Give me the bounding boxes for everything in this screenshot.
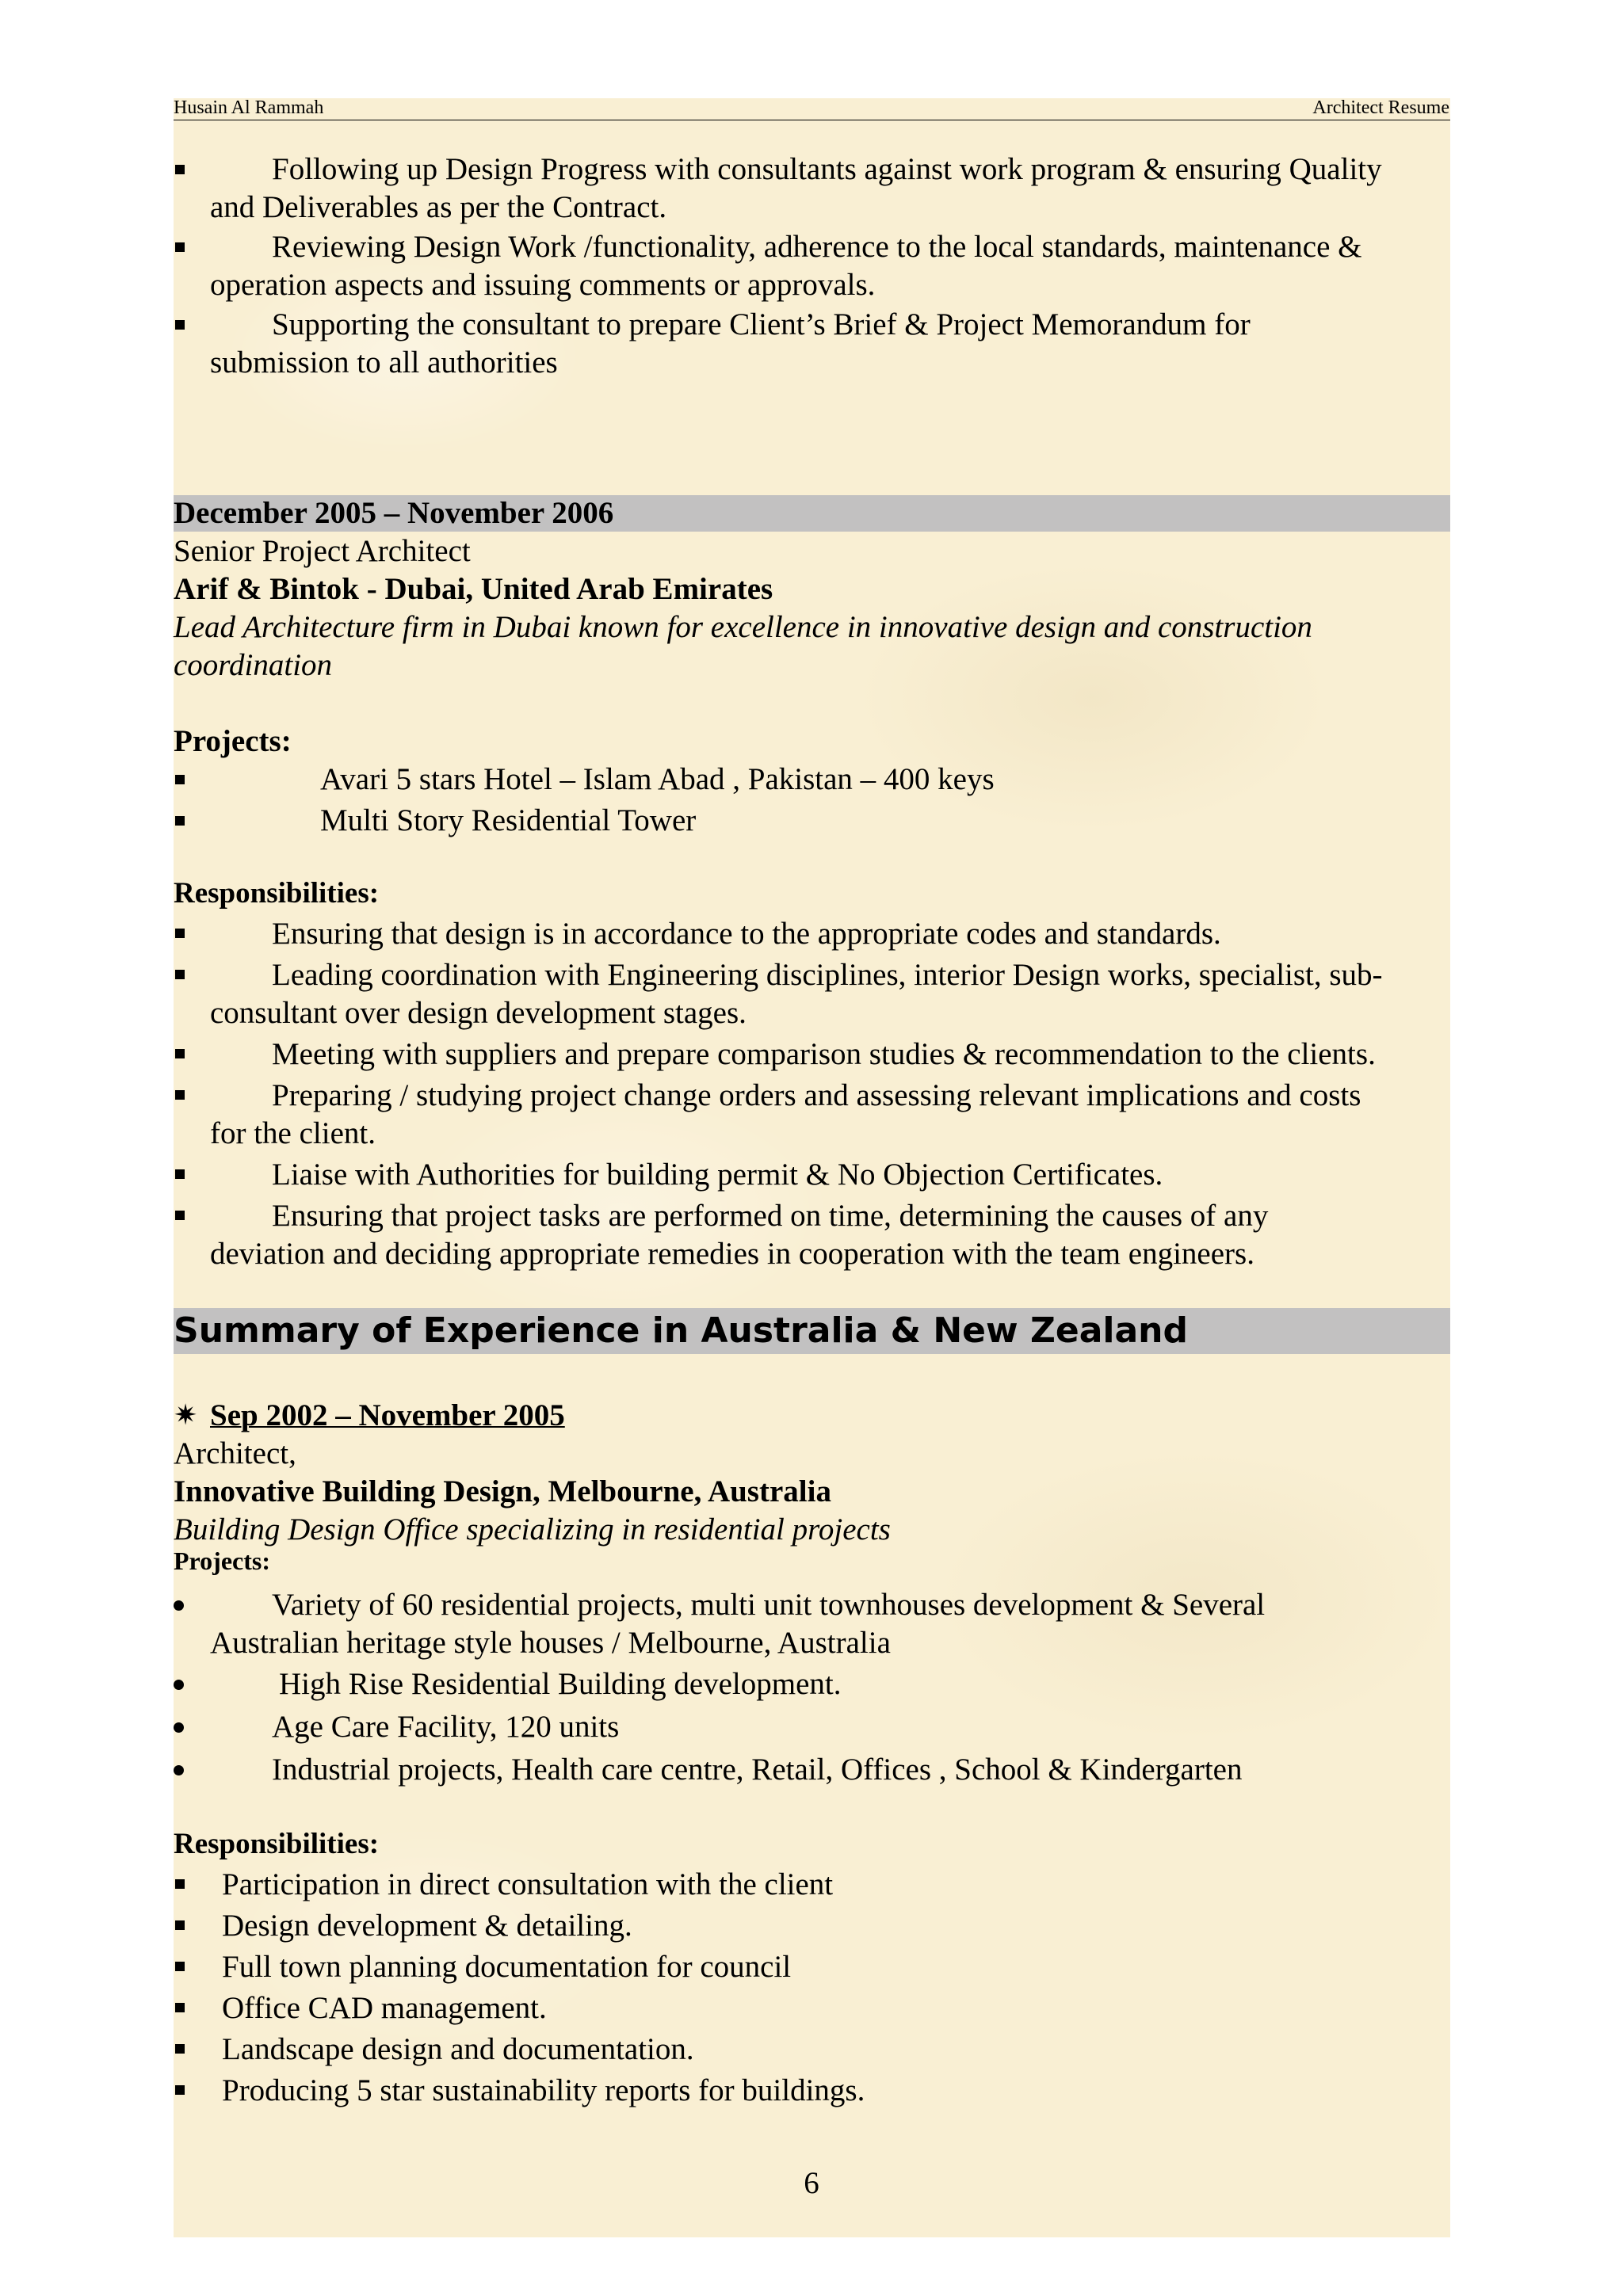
projects-label: Projects: — [174, 1547, 270, 1575]
bullet-square — [175, 1920, 185, 1930]
header-document-title: Architect Resume — [1312, 97, 1449, 118]
responsibility-item: Leading coordination with Engineering disciplines, interior Design works, specialist, sub- — [272, 958, 1383, 992]
project-item-continuation: Australian heritage style houses / Melbourne, Australia — [210, 1626, 891, 1660]
bullet-square — [175, 242, 185, 252]
responsibility-item: Office CAD management. — [222, 1991, 547, 2025]
job-title: Architect, — [174, 1436, 296, 1470]
job-title: Senior Project Architect — [174, 534, 471, 568]
list-item: Supporting the consultant to prepare Client’s Brief & Project Memorandum for — [272, 307, 1251, 341]
bullet-square — [175, 816, 185, 826]
project-item: Age Care Facility, 120 units — [272, 1710, 620, 1744]
bullet-square — [175, 320, 185, 330]
job-dates: December 2005 – November 2006 — [174, 496, 614, 530]
bullet-dot — [174, 1680, 184, 1690]
responsibility-item: Meeting with suppliers and prepare comparison studies & recommendation to the clients. — [272, 1037, 1376, 1071]
list-item-continuation: and Deliverables as per the Contract. — [210, 190, 667, 224]
bullet-dot — [174, 1600, 184, 1611]
bullet-square — [175, 1879, 185, 1889]
list-item-continuation: operation aspects and issuing comments or approvals. — [210, 268, 876, 302]
responsibilities-label: Responsibilities: — [174, 877, 380, 910]
project-item: Industrial projects, Health care centre, Retail, Offices , School & Kindergarten — [272, 1753, 1243, 1787]
company-name: Arif & Bintok - Dubai, United Arab Emirates — [174, 572, 773, 606]
project-item: Multi Story Residential Tower — [320, 803, 697, 837]
bullet-square — [175, 1049, 185, 1058]
responsibility-item-continuation: for the client. — [210, 1116, 376, 1150]
responsibility-item: Preparing / studying project change orders and assessing relevant implications and costs — [272, 1078, 1361, 1112]
list-item: Reviewing Design Work /functionality, adherence to the local standards, maintenance & — [272, 230, 1362, 264]
responsibilities-label: Responsibilities: — [174, 1828, 380, 1860]
company-description-continuation: coordination — [174, 648, 333, 682]
bullet-square — [175, 2085, 185, 2095]
company-name: Innovative Building Design, Melbourne, Australia — [174, 1474, 831, 1508]
responsibility-item: Ensuring that project tasks are performed on time, determining the causes of any — [272, 1199, 1269, 1233]
responsibility-item: Landscape design and documentation. — [222, 2032, 694, 2066]
star-icon: ✷ — [174, 1399, 198, 1431]
job-dates: Sep 2002 – November 2005 — [210, 1398, 565, 1432]
bullet-square — [175, 1962, 185, 1971]
list-item-continuation: submission to all authorities — [210, 345, 558, 379]
responsibility-item: Ensuring that design is in accordance to the appropriate codes and standards. — [272, 917, 1221, 951]
bullet-square — [175, 2044, 185, 2054]
responsibility-item: Design development & detailing. — [222, 1909, 632, 1943]
bullet-square — [175, 1211, 185, 1220]
bullet-square — [175, 1169, 185, 1179]
page-number: 6 — [804, 2166, 819, 2200]
bullet-dot — [174, 1722, 184, 1733]
bullet-square — [175, 1090, 185, 1100]
list-item: Following up Design Progress with consultants against work program & ensuring Quality — [272, 152, 1382, 186]
responsibility-item-continuation: consultant over design development stages. — [210, 996, 747, 1030]
responsibility-item: Liaise with Authorities for building permit & No Objection Certificates. — [272, 1158, 1163, 1192]
bullet-square — [175, 165, 185, 174]
company-description: Lead Architecture firm in Dubai known for excellence in innovative design and construction — [174, 610, 1312, 644]
project-item: Variety of 60 residential projects, multi unit townhouses development & Several — [272, 1588, 1266, 1622]
bullet-square — [175, 2003, 185, 2012]
section-heading: Summary of Experience in Australia & New Zealand — [174, 1310, 1188, 1351]
responsibility-item-continuation: deviation and deciding appropriate remedies in cooperation with the team engineers. — [210, 1237, 1254, 1271]
bullet-dot — [174, 1765, 184, 1775]
responsibility-item: Producing 5 star sustainability reports for buildings. — [222, 2073, 865, 2107]
responsibility-item: Participation in direct consultation with the client — [222, 1867, 834, 1901]
header-author: Husain Al Rammah — [174, 97, 324, 118]
bullet-square — [175, 775, 185, 784]
bullet-square — [175, 929, 185, 938]
projects-label: Projects: — [174, 724, 292, 758]
project-item: High Rise Residential Building development. — [279, 1667, 842, 1701]
responsibility-item: Full town planning documentation for council — [222, 1950, 792, 1984]
project-item: Avari 5 stars Hotel – Islam Abad , Pakistan – 400 keys — [320, 762, 995, 796]
bullet-square — [175, 970, 185, 979]
company-description: Building Design Office specializing in residential projects — [174, 1512, 891, 1547]
